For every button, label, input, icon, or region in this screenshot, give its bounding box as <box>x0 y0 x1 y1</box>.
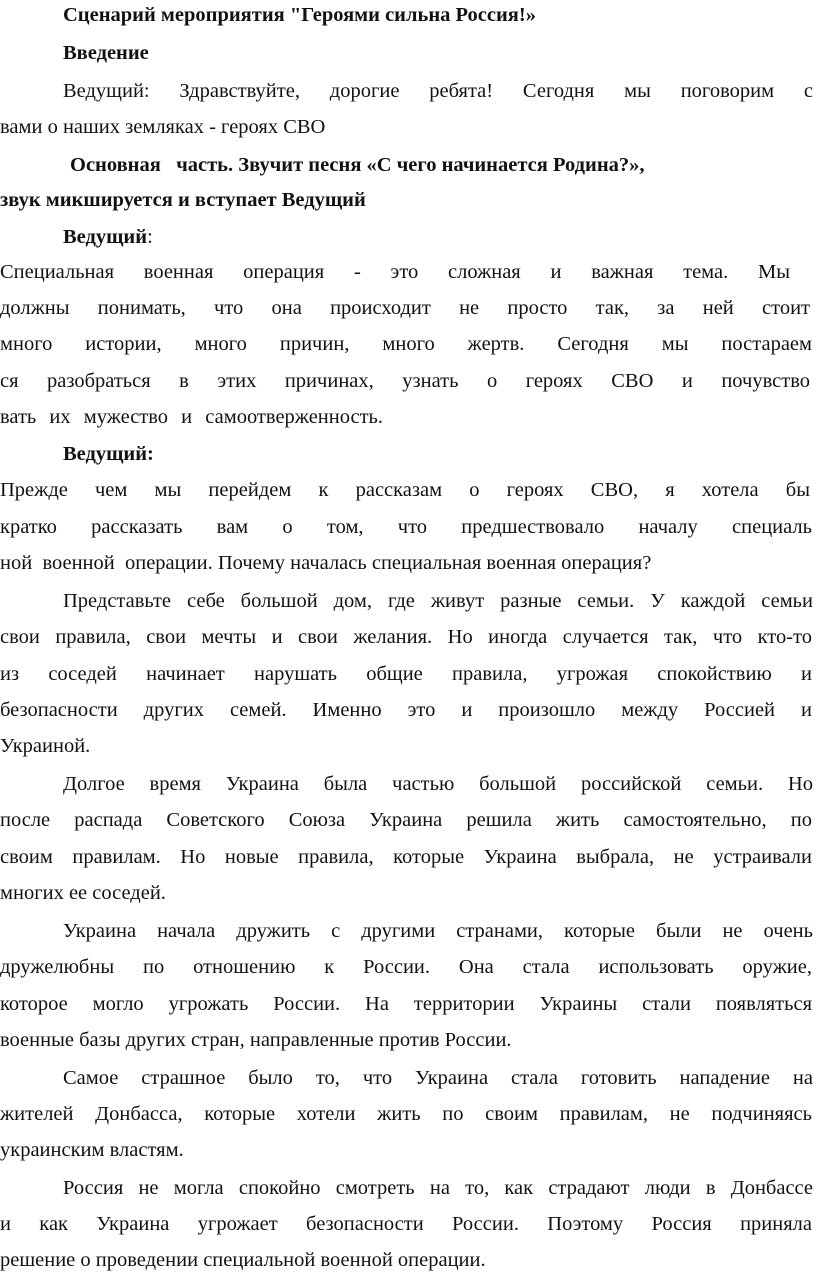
paragraph-3-line: Украиной. <box>0 735 91 757</box>
paragraph-1-line: ся разобраться в этих причинах, узнать о героях СВО и почувство <box>0 370 810 392</box>
host-label-colon: : <box>147 226 153 248</box>
paragraph-5-line: которое могло угрожать России. На территории Украины стали появляться <box>0 993 812 1015</box>
paragraph-3-line: свои правила, свои мечты и свои желания. Но иногда случается так, что кто-то <box>0 626 812 648</box>
paragraph-2-line: ной военной операции. Почему началась специальная военная операция? <box>0 552 652 574</box>
paragraph-7-line: Россия не могла спокойно смотреть на то, как страдают люди в Донбассе <box>63 1177 813 1199</box>
main-heading-line-1: Основная часть. Звучит песня «С чего начинается Родина?», <box>70 154 645 176</box>
paragraph-3-line: безопасности других семей. Именно это и произошло между Россией и <box>0 699 812 721</box>
paragraph-1-line: должны понимать, что она происходит не просто так, за ней стоит <box>0 297 810 319</box>
paragraph-1-line: вать их мужество и самоотверженность. <box>0 406 384 428</box>
intro-line-1: Ведущий: Здравствуйте, дорогие ребята! Сегодня мы поговорим с <box>63 80 813 102</box>
paragraph-6-line: Самое страшное было то, что Украина стала готовить нападение на <box>63 1067 813 1089</box>
paragraph-2-line: кратко рассказать вам о том, что предшествовало началу специаль <box>0 516 812 538</box>
document-title: Сценарий мероприятия "Героями сильна Россия!» <box>63 4 536 26</box>
paragraph-7-line: и как Украина угрожает безопасности России. Поэтому Россия приняла <box>0 1213 812 1235</box>
host-label-text: Ведущий <box>63 226 148 248</box>
paragraph-3-line: из соседей начинает нарушать общие правила, угрожая спокойствию и <box>0 663 812 685</box>
main-heading-line-2: звук микшируется и вступает Ведущий <box>0 189 366 211</box>
host-label-1 <box>0 224 816 250</box>
paragraph-3-line: Представьте себе большой дом, где живут разные семьи. У каждой семьи <box>63 590 813 612</box>
paragraph-4-line: Долгое время Украина была частью большой российской семьи. Но <box>63 773 813 795</box>
paragraph-5-line: военные базы других стран, направленные против России. <box>0 1029 512 1051</box>
host-label-2: Ведущий: <box>63 443 154 465</box>
paragraph-1-line: много истории, много причин, много жертв. Сегодня мы постараем <box>0 333 812 355</box>
paragraph-1-line: Специальная военная операция - это сложная и важная тема. Мы <box>0 261 790 283</box>
paragraph-2-line: Прежде чем мы перейдем к рассказам о героях СВО, я хотела бы <box>0 479 810 501</box>
intro-heading: Введение <box>63 42 149 64</box>
paragraph-4-line: своим правилам. Но новые правила, которые Украина выбрала, не устраивали <box>0 846 812 868</box>
paragraph-5-line: Украина начала дружить с другими странами, которые были не очень <box>63 920 813 942</box>
paragraph-4-line: многих ее соседей. <box>0 882 166 904</box>
paragraph-6-line: украинским властям. <box>0 1139 184 1161</box>
paragraph-5-line: дружелюбны по отношению к России. Она стала использовать оружие, <box>0 956 812 978</box>
intro-line-2: вами о наших земляках - героях СВО <box>0 116 326 138</box>
paragraph-6-line: жителей Донбасса, которые хотели жить по своим правилам, не подчиняясь <box>0 1103 812 1125</box>
paragraph-4-line: после распада Советского Союза Украина решила жить самостоятельно, по <box>0 809 812 831</box>
paragraph-7-line: решение о проведении специальной военной операции. <box>0 1249 486 1271</box>
